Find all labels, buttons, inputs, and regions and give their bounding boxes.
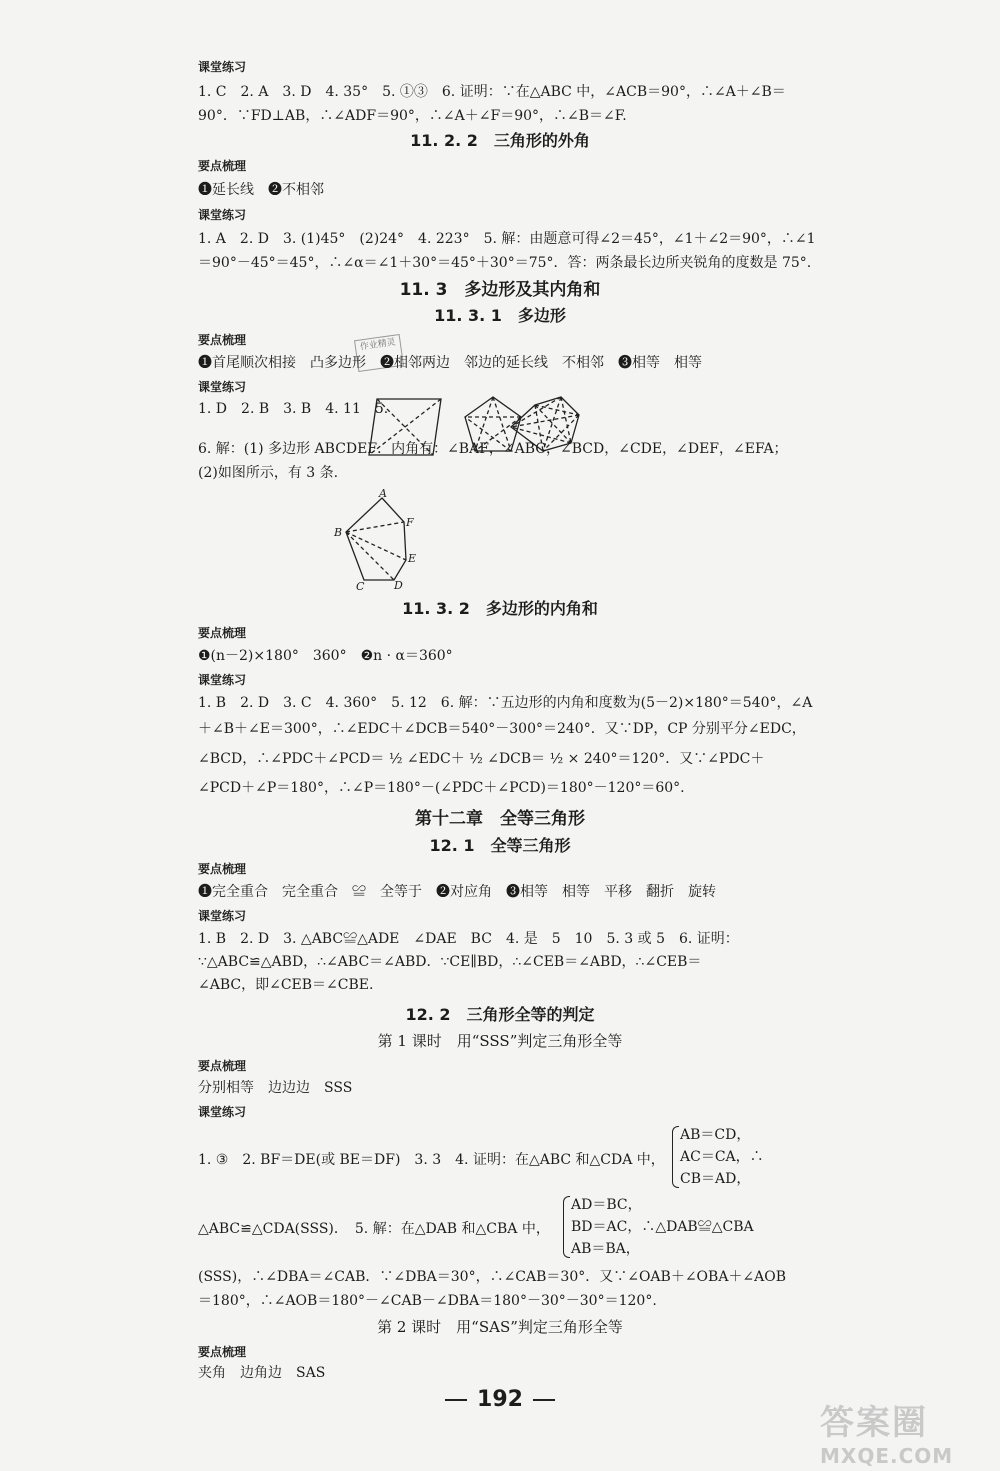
- section-heading: 11. 3 多边形及其内角和: [399, 280, 601, 300]
- section-label-practice: 课堂练习: [198, 1105, 247, 1119]
- answer-line: (SSS)，∴∠DBA＝∠CAB．∵∠DBA＝30°，∴∠CAB＝30°．又∵∠OAB＋∠OBA＋∠AOB: [198, 1269, 787, 1285]
- vertex-label-e: E: [408, 552, 417, 565]
- watermark: 答案圈 MXQE.COM: [820, 1403, 954, 1468]
- vertex-label-d: D: [394, 579, 403, 590]
- answer-line: ❶延长线 ❷不相邻: [198, 182, 324, 198]
- answer-line: 分别相等 边边边 SSS: [198, 1080, 353, 1096]
- answer-line: 1. D 2. B 3. B 4. 11 5.: [198, 401, 389, 417]
- hexagon-figure: [330, 486, 420, 590]
- answer-line: ∠BCD，∴∠PDC＋∠PCD＝ ½ ∠EDC＋ ½ ∠DCB＝ ½ × 240°＝120°．又∵∠PDC＋: [198, 751, 765, 767]
- equation-brace: AD＝BC， BD＝AC，∴△DAB≌△CBA AB＝BA，: [571, 1194, 754, 1260]
- answer-line: ＝180°，∴∠AOB＝180°－∠CAB－∠DBA＝180°－30°－30°＝120°.: [198, 1293, 657, 1309]
- section-heading: 11. 3. 2 多边形的内角和: [402, 599, 598, 618]
- chapter-heading: 第十二章 全等三角形: [415, 809, 585, 829]
- section-label-review: 要点梳理: [198, 1345, 247, 1359]
- answer-line: 夹角 边角边 SAS: [198, 1365, 326, 1381]
- stamp: 作业精灵: [354, 334, 404, 372]
- section-label-practice: 课堂练习: [198, 380, 247, 394]
- section-label-practice: 课堂练习: [198, 60, 247, 74]
- answer-line: ∵△ABC≌△ABD，∴∠ABC＝∠ABD．∵CE∥BD，∴∠CEB＝∠ABD，∴∠CEB＝: [198, 954, 702, 970]
- answer-line: ❶(n－2)×180° 360° ❷n · α＝360°: [198, 648, 453, 664]
- answer-line: ∠ABC，即∠CEB＝∠CBE.: [198, 977, 374, 993]
- section-label-practice: 课堂练习: [198, 909, 247, 923]
- answer-line: ❶完全重合 完全重合 ≌ 全等于 ❷对应角 ❸相等 相等 平移 翻折 旋转: [198, 884, 716, 900]
- answer-line: 6. 解：(1) 多边形 ABCDEF．内角有：∠BAF，∠ABC，∠BCD，∠CDE，∠DEF，∠EFA；: [198, 441, 788, 457]
- answer-line: ＝90°－45°＝45°，∴∠α＝∠1＋30°＝45°＋30°＝75°．答：两条最长边所夹锐角的度数是 75°.: [198, 255, 812, 271]
- lesson-heading: 第 2 课时 用“SAS”判定三角形全等: [377, 1318, 623, 1336]
- answer-line: ＋∠B＋∠E＝300°，∴∠EDC＋∠DCB＝540°－300°＝240°．又∵DP，CP 分别平分∠EDC，: [198, 721, 806, 737]
- section-label-review: 要点梳理: [198, 159, 247, 173]
- answer-line: ❶首尾顺次相接 凸多边形 ❷相邻两边 邻边的延长线 不相邻 ❸相等 相等: [198, 355, 702, 371]
- section-heading: 11. 3. 1 多边形: [434, 306, 566, 325]
- section-label-review: 要点梳理: [198, 1059, 247, 1073]
- section-heading: 12. 2 三角形全等的判定: [405, 1005, 595, 1024]
- answer-line: (2)如图所示，有 3 条.: [198, 465, 339, 481]
- vertex-label-c: C: [356, 580, 365, 590]
- section-label-review: 要点梳理: [198, 626, 247, 640]
- vertex-label-f: F: [406, 516, 414, 529]
- answer-line: 90°．∵FD⊥AB，∴∠ADF＝90°，∴∠A＋∠F＝90°，∴∠B＝∠F.: [198, 108, 627, 124]
- section-heading: 11. 2. 2 三角形的外角: [410, 131, 590, 150]
- section-label-practice: 课堂练习: [198, 673, 247, 687]
- answer-line: 1. B 2. D 3. △ABC≌△ADE ∠DAE BC 4. 是 5 10 5. 3 或 5 6. 证明：: [198, 931, 739, 947]
- vertex-label-a: A: [379, 487, 387, 500]
- page-number: 192: [0, 1387, 1000, 1412]
- section-label-review: 要点梳理: [198, 862, 247, 876]
- vertex-label-b: B: [334, 526, 343, 539]
- section-label-review: 要点梳理: [198, 333, 247, 347]
- answer-line: 1. B 2. D 3. C 4. 360° 5. 12 6. 解：∵五边形的内角和度数为(5－2)×180°＝540°，∠A: [198, 695, 813, 711]
- answer-line: 1. ③ 2. BF＝DE(或 BE＝DF) 3. 3 4. 证明：在△ABC 和△CDA 中，: [198, 1152, 665, 1168]
- answer-line: ∠PCD＋∠P＝180°，∴∠P＝180°－(∠PDC＋∠PCD)＝180°－120°＝60°.: [198, 780, 685, 796]
- lesson-heading: 第 1 课时 用“SSS”判定三角形全等: [377, 1032, 623, 1050]
- answer-line: 1. A 2. D 3. (1)45° (2)24° 4. 223° 5. 解：由题意可得∠2＝45°，∠1＋∠2＝90°，∴∠1: [198, 231, 816, 247]
- equation-brace: AB＝CD， AC＝CA，∴ CB＝AD，: [680, 1124, 764, 1190]
- section-label-practice: 课堂练习: [198, 208, 247, 222]
- section-heading: 12. 1 全等三角形: [429, 836, 571, 855]
- answer-line: 1. C 2. A 3. D 4. 35° 5. ①③ 6. 证明：∵在△ABC 中，∠ACB＝90°，∴∠A＋∠B＝: [198, 84, 786, 100]
- answer-line: △ABC≌△CDA(SSS)． 5. 解：在△DAB 和△CBA 中，: [198, 1221, 550, 1237]
